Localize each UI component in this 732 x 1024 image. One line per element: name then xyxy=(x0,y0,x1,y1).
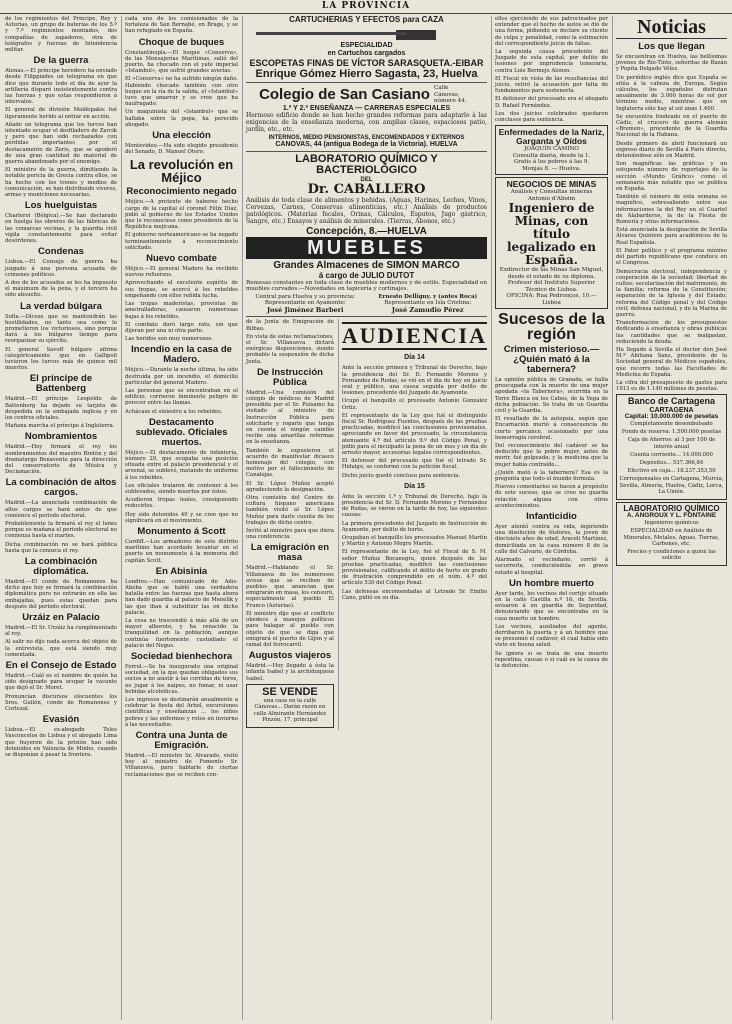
paragraph: Las personas que se encontraban en el edificio, corrieron inminente peligro de perecer entre las llamas. xyxy=(125,387,238,407)
paragraph: Madrid.—La anunciada combinación de altos cargos se hará antes de que comience el periodo electoral. xyxy=(5,500,117,519)
headline: Evasión xyxy=(42,714,80,726)
headline: Choque de buques xyxy=(138,36,225,48)
bank-line: Cuenta corriente... 14.000.000 xyxy=(630,451,713,458)
headline: La combinación de altos cargos. xyxy=(5,477,117,499)
paragraph: Probablemente la firmará el rey el lunes porque es mañana el periodo electoral no comienza hasta el martes. xyxy=(5,520,117,540)
paragraph: La segunda causa procedente del Juzgado de esta capital, por delito de lesiones por imprudencia temeraria, contra Luis Bermejo Alonso. xyxy=(495,49,608,74)
ad-hunting xyxy=(246,16,487,80)
paragraph: Un maquinista del «Istambul» que se hallaba sobre la popa, ha perecido ahogado. xyxy=(125,109,238,128)
se-vende-title: SE VENDE xyxy=(262,685,318,698)
ad-furniture xyxy=(246,261,487,314)
headline: Una elección xyxy=(152,130,211,142)
paragraph: Montevideo.—Ha sido elegido presidente del Senado, D. Manuel Otero. xyxy=(125,143,238,156)
ad-line: Exdirector de las Minas San Miguel, desde el estado de su diploma. xyxy=(499,267,604,280)
ad-hunting-top: CARTUCHERÍAS Y EFECTOS para CAZA xyxy=(289,16,444,24)
paragraph: Sofía.—Dícese que se mantendrán las hostilidades, no tanto sea como lo prometieron los victoriosos, sino porque dará á los búlgaros tiempo para reorganizar su ejército. xyxy=(5,313,117,345)
lab2-owner: A. ANGROUX Y L. FONTAINE xyxy=(626,512,717,520)
lab2-line: Precios y condiciones a quien las solicite xyxy=(627,549,716,562)
ad-line: Profesor del Instituto Superior Técnico de Lisboa. xyxy=(507,280,596,293)
paragraph: Los dos juicios celebrados quedaron conclusos para sentencia. xyxy=(495,110,608,124)
bank-capital: Capital: 10.000.000 de pesetas xyxy=(624,413,719,421)
paragraph: Madrid.—El ministro Sr. Alvarado, visitó hoy al ministro de Fomento Sr. Villanueva, para hablarle de ciertas reclamaciones que se reciben con- xyxy=(125,753,238,778)
headline: Crimen misterioso.—¿Quién mató á la tabernera? xyxy=(503,344,600,376)
lab-body: Análisis de toda clase de alimentos y bebidas. (Aguas, Harinas, Leches, Vinos, Cervezas, Carnes, Conservas alimenticias, etc.) Análisis de productos patológicos. (Materias fecales, Orinas, Cálculos, Esputos, Jugo gástrico, Sangre, etc.) Ensayos y análisis de minerales. (Tierras, Abonos, etc.) xyxy=(246,196,487,225)
paragraph: El representante de la Ley, fué el Fiscal de S. M. señor Muñoz Bocanegra, quien después de las pruebas practicadas, modificó las conclusiones provisionales, calificando el delito de hurto en grado de frustración comprendido en el núm. 4.º del artículo 530 del Código Penal. xyxy=(341,549,487,587)
column-3 xyxy=(242,16,490,1020)
paragraph: Madrid.—Hoy firmará el rey los nombramientos del maestro Bretón y del dramaturgo Benavente para la dirección del conservatorio de Música y Declamación. xyxy=(5,444,117,476)
school-modes: INTERNOS, MEDIO PENSIONISTAS, ENCOMENDADOS Y EXTERNOS xyxy=(268,134,465,141)
headline: De Instrucción Pública xyxy=(256,366,323,388)
ad-hunting-owner: Enrique Gómez Hierro Sagasta, 23, Huelva xyxy=(255,67,478,80)
headline: Incendio en la casa de Madero. xyxy=(131,344,232,366)
paragraph: Pronuncian discursos elocuentes los Sres. Gullón, conde de Romanones y Cortezal. xyxy=(5,693,117,713)
bank-line: Completamente desembolsado xyxy=(630,420,713,427)
headline: Infanticidio xyxy=(526,511,577,523)
ad-line: Consulta diaria, desde la 1. xyxy=(512,152,591,159)
headline: Sucesos de la región xyxy=(498,311,605,344)
agent-right-sub: Representante en Isla Cristina: xyxy=(384,300,472,307)
headline: Los que llegan xyxy=(638,41,705,52)
paragraph: Méjico.—El general Madero ha recibido nuevos refuerzos. xyxy=(125,266,238,279)
paragraph: Aprovechando el excelente espíritu de sus tropas, se acercó á los rebeldes empeñando con ellos reñida lucha. xyxy=(125,280,238,299)
paragraph: El general de división Maldopakis fué ligeramente herido al entrar en acción. xyxy=(5,107,117,120)
headline: Urzáiz en Palacio xyxy=(22,612,100,624)
paragraph: ellos ejerciendo de sus patrocinados por entender que el hecho de autos se dió de una forma, pidiendo se declare su cliente de culpa y penalidad, como la estimación del correspondiente juicio de faltas. xyxy=(495,16,608,47)
headline: Sociedad bienhechora xyxy=(130,651,233,663)
paragraph: Los oficiales trataron de contener á los sublevados, siendo muertos por éstos. xyxy=(125,482,238,495)
column-5 xyxy=(612,16,730,1020)
agent-left-title: Central para Huelva y su provincia: xyxy=(255,294,355,301)
paragraph: Transformación de los presupuestos dedicando á enseñanza y obras públicas las cantidades que se malgastan, reduciendo la deuda. xyxy=(616,320,727,345)
paragraph: Ayer tarde, los vecinos del cortijo situado en la calle Castilla n.º 16, de Sevilla, avisaron á un guardia de Seguridad, denunciando que se encontraba en la casa muerto un hombre. xyxy=(495,590,608,622)
column-4 xyxy=(491,16,611,1020)
ad-school xyxy=(246,85,487,148)
ad-laboratory xyxy=(246,154,487,238)
ad-hunting-brand: ESCOPETAS FINAS DE VÍCTOR SARASQUETA.-EIBAR xyxy=(249,58,484,69)
lab-doctor: Dr. CABALLERO xyxy=(307,181,426,197)
headline: La emigración en masa xyxy=(250,542,329,564)
paragraph: Méjico.—A pretexto de haberse hecho cargo de la capital el coronel Félix Díaz, pidió al gobierno de los Estados Unidos que le reconociese como presidente de la República mejicana. xyxy=(125,199,238,231)
ad-bank xyxy=(616,394,727,500)
headline: La combinación diplomática. xyxy=(24,556,98,577)
paragraph: Se encuentra fondeado en el puerto de Cádiz, el crucero de guerra alemán «Bremen», procedente de la Guardia Nacional de la Habana. xyxy=(616,113,727,139)
paragraph: Cardiff.—Los armadores de este distrito marítimo han acordado levantar en el puerto un monumento á la memoria del capitán Scott. xyxy=(125,538,238,564)
paragraph: Acudieron tropas leales, consiguiendo reducirlos. xyxy=(125,497,238,510)
divider xyxy=(246,316,487,317)
paragraph: La cosa no trascendió á más allá de un mayor alboroto, y ha renacido la tranquilidad en la población, aunque continúa fuertemente custodiado el palacio del Negus. xyxy=(125,618,238,649)
ad-line: OFICINA: Rua Pedrouços, 10.—Lisboa xyxy=(506,293,597,306)
paragraph: Atenas.—El príncipe heredero ha enviado desde Filippiades un telegrama en que dice que durante todo el día de ayer la artillería disparó insistentemente contra las fuerzas y que estas respondieron á intervalos. xyxy=(5,68,117,106)
paragraph: El defensor del procesado que fué el letrado Sr. Hidalgo, se conformó con la petición fiscal. xyxy=(341,458,487,471)
store-body: Remesas constantes en toda clase de muebles modernos y de estilo. Especialidad en muebles curvados.—Novedades en tapicería y cortinajes. xyxy=(246,279,487,293)
shotgun-icon xyxy=(246,24,487,42)
paragraph: Añade un telegrama que los turcos han intentado ocupar el desfiladero de Zarcik y pero que han sido rechazados con pérdidas importantes por el destacamento de Zeris, que se apoderó de una gran cantidad de material de guerra abandonado por el enemigo. xyxy=(5,121,117,166)
paragraph: El ministro de la guerra, dimitiendo la notable pericia de Grecia contra ellos, se ha hecho con los trenes y medios de comunicación, se han distribuido víveres, armas y municiones necesarias. xyxy=(5,167,117,199)
headline: El príncipe de Battenberg xyxy=(29,373,93,395)
paragraph: El «Conserva» no ha sufrido ningún daño. Habiendo chocado también con otro buque en la ría de la salida, el «Istambul» tuvo que amarrar y se cree que ha naufragado. xyxy=(125,76,238,108)
ad-lab2 xyxy=(616,502,727,566)
paragraph: La primera procedente del Juzgado de Instrucción de Ayamonte, por delito de hurto. xyxy=(341,520,487,533)
lab-title: LABORATORIO QUÍMICO Y BACTERIOLÓGICO xyxy=(295,152,438,177)
divider xyxy=(246,151,487,152)
headline: Condenas xyxy=(38,246,84,258)
paragraph: Ayer atentó contra su vida, ingiriendo una disolución de fósforos, la joven de diecisiete años de edad, Araceli Martínez, domiciliada en la casa número 8 de la calle del Calvario, de Córdoba. xyxy=(495,524,608,555)
paragraph: Madrid.—Hoy llegado á ésta la infanta Isabel y la archiduquesa Isabel. xyxy=(246,663,334,682)
paragraph: Madrid.—Hablando el Sr. Villanueva de los numerosos avisos que se reciben de pueblos que anuncian que emigrarán en masa, los censuró, especialmente al pueblo El Franco (Asturias). xyxy=(246,565,334,609)
paragraph: Achácase el siniestro a los rebeldes. xyxy=(125,408,223,415)
lab-del: DEL xyxy=(360,176,373,183)
paragraph: Al salir no dijo nada acerca del objeto de la entrevista, que está siendo muy comentada. xyxy=(5,639,117,658)
column-2 xyxy=(121,16,241,1020)
audiencia-title: AUDIENCIA xyxy=(341,323,487,349)
paragraph: También le expusieron el acuerdo de manifestar dicasco homenaje del colegio, con motivo por el fallecimiento de Canalejas. xyxy=(246,447,334,479)
ad-line: Ingeniero de Minas, con título legalizado en España. xyxy=(507,201,596,268)
ad-line: Gratis á los pobres á las 9. xyxy=(513,159,590,166)
col3-right-audiencia xyxy=(338,319,487,730)
store-owner: á cargo de JULIO DUTOT xyxy=(318,270,415,280)
paragraph: Ocupó el banquillo el procesado Antonio Gonzalez Ortiz. xyxy=(341,398,487,411)
paragraph: Méjico.—Durante la noche última, ha sido destruida por un incendio, el domicilio particular del general Madero. xyxy=(125,367,238,386)
ad-hunting-items: en Cartuchos cargados xyxy=(327,49,406,57)
paragraph: Desde primero de abril funcionará un expreso diario de Sevilla á París directo, deteniéndose sólo en Madrid. xyxy=(616,140,727,160)
paragraph: Madrid.—Cuál es el nombre de quién ha sido designado para ocupar la vacante que dejó el Sr. Moret. xyxy=(5,673,117,692)
paragraph: Ha llegado á Sevilla el doctor don José M.ª Abiliana Sanz, presidente de la Sociedad general de Médicos españoles, que recorre todas las Facultades de Medicina de España. xyxy=(616,346,727,378)
ad-line: Análisis y Consultas mineras xyxy=(510,189,593,196)
paragraph: Lisboa.—El Consejo de guerra ha juzgado á una persona acusada de crímenes políticos. xyxy=(5,259,117,278)
headline: Nombramientos xyxy=(24,431,98,443)
school-street: CANOVAS, 44 (antigua Bodega de la Victoria). HUELVA xyxy=(275,141,458,149)
column-1 xyxy=(2,16,120,1020)
bank-city: CARTAGENA xyxy=(649,406,694,414)
headline: Los huelguistas xyxy=(24,200,98,212)
paragraph: Méjico.—El destacamento de infantería, número 29, que ocupaba una posición situada entre el palacio presidencial y el arsenal, se sublevó, matando de uniforme á los rebeldes. xyxy=(125,449,238,481)
paragraph: Las defensas encomendadas al Letrado Sr. Emilio Cano, pidió en su día. xyxy=(341,588,487,601)
ad-line: Monjas 8. — Huelva. xyxy=(522,165,581,172)
paragraph: Los vecinos, auxiliados del agente, derribaron la puerta y á un hombre que se presumió el cadáver, el cual había sido visto en buena salud. xyxy=(495,623,608,649)
headline: La verdad búlgara xyxy=(20,300,102,312)
lab2-line: Ingenieros químicos xyxy=(644,520,699,527)
paragraph: Las heridos son muy numerosos. xyxy=(125,336,213,343)
paragraph: cada uno de los comisionados de la fortaleza de San Bernabé, en Brage, y se han refugiado en España. xyxy=(125,16,238,35)
headline: Reconocimiento negado xyxy=(126,186,237,198)
agent-left-name: José Jiménez Barberi xyxy=(266,306,344,315)
paragraph: El Fiscal en vista de las resultancias del juicio, retiró la acusación por falta de fundamentos para sostenerla. xyxy=(495,75,608,95)
headline: En Abisinia xyxy=(155,565,208,577)
paragraph: Un periódico inglés dice que España se sitúa á la cabeza de Europa. Según cálculos, los españoles disfrutan anualmente de 3.000 horas de sol por término medio, mientras que en Inglaterra sólo hay al sol unas 1.400. xyxy=(616,74,727,112)
headline: La revolución en Méjico xyxy=(129,157,234,186)
paragraph: El gobierno norteamericano se ha negado terminantemente á reconocimiento solicitado. xyxy=(125,232,238,251)
audiencia-day-1: Día 14 xyxy=(404,354,425,362)
audiencia-day-2: Día 15 xyxy=(404,482,425,490)
paragraph: Se encuentran en Huelva, las bellísimas jóvenes de Río-Tinto, señoritas de Bazán y Pepita Delgado Vélez. xyxy=(616,54,727,73)
paragraph: Madrid.—Una comisión del colegio de médicos de Madrid presidida por el Sr. Pulsamo ha visitado al ministro de Instrucción Pública para solicitarle y rogarle que tenga en cuenta el ningún cambio recibe una amarillas reformas en la enseñanza. xyxy=(246,389,334,446)
lab2-line: ESPECIALIDAD en Análisis de Minerales, Metales, Aguas, Tierras, Carbones, etc. xyxy=(623,528,720,547)
paragraph: Las tropas maderistas, provistas de ametralladoras, causaron numerosas bajas á los rebeldes. xyxy=(125,301,238,320)
paragraph: El resultado de la autopsia, según que Encarnación murió á consecuencia de cierto percance, ocasionado por una hemorragia cerebral. xyxy=(495,416,608,441)
paragraph: Ocupaban el banquillo los procesados Manuel Martín y Martín y Antonio Megro Martín. xyxy=(341,535,487,548)
school-address: Calle Cánovas, número 44. xyxy=(433,85,467,105)
paragraph: Alarmado el vecindario, corrió á socorrerla, conduciéndola en grave estado al hospital. xyxy=(495,557,608,576)
paragraph: Democracia electoral, independencia y cooperación de la sociedad; libertad de cultos; secularización del matrimonio, de la familia; reforma de la Constitución; separación de la Iglesia y del Estado; reforma del Código penal y del Código civil; defensa nacional, y de la Marina de guerra. xyxy=(616,268,727,318)
masthead: LA PROVINCIA xyxy=(0,0,732,14)
paragraph: Madrid.—El conde de Romanones ha dicho que hoy se firmará la combinación diplomática pero no entrarán en ella las embajadas, pues estas quedan para después del periodo electoral. xyxy=(5,579,117,610)
paragraph: En vista de estas reclamaciones, el Sr. Villanueva dictará enérgicas disposiciones, siendo probable la suspensión de dicha Junta. xyxy=(246,333,334,365)
ad-line: JOAQUÍN CAMINO xyxy=(524,146,579,153)
paragraph: Constantinopla.—El buque «Conserva», de las Mensajerías Marítimas, salió del puerto, ha chocado con el yate imperial «Istambul», que sufrió grandes averías. xyxy=(125,49,238,75)
paragraph: Ferrol.—Se ha inaugurado una original sociedad, en la que quedan obligados sus socios a no asistir á las corridas de toros, no jugar á los naipes, no fumar, ni usar bebidas alcohólicas. xyxy=(125,664,238,695)
agent-left-sub: Representante en Ayamonte: xyxy=(264,300,346,307)
col3-left-news xyxy=(246,319,334,730)
paragraph: El general Savoff búlgaro afirma categóricamente que en Gallipoli tuvieron los turcos más de quince mil muertos. xyxy=(5,346,117,372)
school-levels: 1.ª Y 2.ª ENSEÑANZA — CARRERAS ESPECIALES xyxy=(282,104,451,112)
headline: Monumento á Scott xyxy=(137,525,226,537)
bank-line: Fondo de reserva: 1.500.000 pesetas xyxy=(621,429,722,436)
bank-line: Efectivo en caja... 18.237.353,50 xyxy=(627,468,716,475)
paragraph: Se ignora si se trata de una muerte repentina, causas o si cuál es la causa de la defunción. xyxy=(495,650,608,669)
paragraph: El ministro dijo que el conflicto obedece á manejos políticos para halagar al pueblo con objeto de que se diga que emigrará el puerto de Gijón y al ramal del ferrocarril. xyxy=(246,610,334,648)
paragraph: El Pater político y el programa mínimo del partido republicano que conduce en el Congreso. xyxy=(616,247,727,267)
lab2-title: LABORATORIO QUÍMICO xyxy=(623,503,720,513)
paragraph: Madrid.—El Sr. Urzáiz ha cumplimentado al rey. xyxy=(5,625,117,638)
paragraph: Charleroi (Bélgica).—Se han declarado en huelga los obreros de las fábricas de las comarcas vecinas, y la guardia civil vigila constantemente para evitar desórdenes. xyxy=(5,213,117,245)
paragraph: ¿Quién mató á la tabernera? Esa es la pregunta que todo el mundo formula. xyxy=(495,469,608,483)
ad-se-vende xyxy=(246,684,334,728)
headline: Contra una Junta de Emigración. xyxy=(135,730,228,752)
ad-hunting-specialty: ESPECIALIDAD xyxy=(340,42,393,50)
paragraph: Ante la sección primera y Tribunal de Derecho, bajo la presidencia del Sr. D. Fernando Moreno y Fernández de Rodas, se vió en el día de hoy en juicio oral y público, una causa seguida por delito de lesiones, procedente del Juzgado de Ayamonte. xyxy=(341,365,487,397)
paragraph: Ante la sección 1.ª y Tribunal de Derecho, bajo la presidencia del Sr. D. Fernando Moreno y Fernández de Rodas, se vieron en la tarde de hoy, las siguientes causas: xyxy=(341,493,487,519)
school-body: Hermoso edificio donde se han hecho grandes reformas para adaptarlo á las exigencias de la enseñanza moderna, con amplias clases, espaciosos patio, jardín, etc., etc. xyxy=(246,111,487,133)
bank-name: Banco de Cartagena xyxy=(627,396,716,407)
paragraph: Dicho juicio quedó concluso para sentencia. xyxy=(341,472,461,479)
paragraph: Lisboa.—El ex-abogado Teles Vasconcelos de Lisboa y el abogado Lima que huyeron de la prisión han sido detenidos en Valencia de Minho, cuando se disponían á pasar la frontera. xyxy=(5,727,117,759)
paragraph: El Sr. López Muñoz aceptó agradeciendo la designación. xyxy=(246,480,334,493)
bank-line: Depósitos... 537.366,84 xyxy=(639,459,704,466)
ad-box xyxy=(495,125,608,175)
paragraph: También el número de esta semana es magnífico, sobresaliendo entre sus informaciones la del Rey en el Cuartel de Alabarderos, la de la Fiesta de Romería y otras informaciones. xyxy=(616,194,727,226)
headline: De la guerra xyxy=(33,55,89,67)
paragraph: de los regimientos del Príncipe, Rey y Asturias, un grupo de baterías de los 5.º y 7.º regimientos montados, dos compañías de zapadores, otra de telégrafos y fuerzas de Intendencia militar. xyxy=(5,16,117,54)
bank-line: Corresponsales en Cartagena, Murcia, Sevilla, Almería, Huelva, Cádiz, Lorca, La Unión. xyxy=(619,476,724,495)
school-name: Colegio de San Casiano xyxy=(259,85,430,103)
bank-line: Caja de Ahorros: al 3 por 100 de interés anual xyxy=(627,437,716,450)
muebles-banner: MUEBLES xyxy=(246,237,487,259)
paragraph: El combate duró largo rato, sin que dijeran por una ni otra parte. xyxy=(125,321,238,334)
paragraph: Londres.—Han comunicado de Adis-Abeba que se habló una verdadera batalla entre las fuerzas que hasta ahora han dado guardia al palacio de Menelik y las que iban á substituir las en dicho palacio. xyxy=(125,578,238,616)
divider xyxy=(246,82,487,83)
paragraph: El representante de la Ley que fué el distinguido fiscal Sr. Rodríguez Fuentes, después de las pruebas practicadas, modificó las conclusiones provisionales, apreciando en favor del procesado, la circunstancia atenuante 4.ª del artículo 9.º del Código Penal, y pidió para el inculpado la pena de un mes y un día de arresto mayor, accesorias legales correspondientes. xyxy=(341,412,487,457)
paragraph: de la Junta de Emigración de Bilbao. xyxy=(246,319,334,332)
paragraph: Invitó al ministro para que diera una conferencia. xyxy=(246,528,334,541)
ad-heading: Enfermedades de la Nariz, Garganta y Oídos xyxy=(498,127,605,147)
paragraph: Mañana marcha el príncipe á Inglaterra. xyxy=(5,423,115,430)
se-vende-body: una casa en la calle Cánovas... Darán razón en calle Almirante Hernández Pinzón, 17, principal xyxy=(253,698,327,723)
headline: Augustos viajeros xyxy=(248,650,332,662)
headline: Un hombre muerto xyxy=(509,577,594,589)
ad-box xyxy=(495,177,608,309)
agent-right-title: Ernesto Delligny, y (antes Roca) xyxy=(378,294,478,301)
paragraph: Dicha combinación no se hará pública hasta que la conozca el rey. xyxy=(5,541,117,554)
noticias-title: Noticias xyxy=(616,16,727,39)
paragraph: La opinión pública de Granada, se halla preocupada con la muerte de una mujer apodada «la Tabernera», ocurrida en la Torre Blanca en los Cabos, de la Vega de dicha población. Se trata de un Guardia civil y la Guardia. xyxy=(495,377,608,415)
headline: En el Consejo de Estado xyxy=(5,660,117,672)
paragraph: Hoy sido detenidos 40 y se cree que no significará en el movimiento. xyxy=(125,511,238,524)
agent-right-name: José Zamudio Pérez xyxy=(391,306,464,315)
paragraph: Otra comisión del Centro de cultura hispano americana también visitó al Sr. López Muñoz para darle cuenta de los trabajos de dicho centro. xyxy=(246,495,334,526)
store-name: Grandes Almacenes de SIMON MARCO xyxy=(273,260,460,272)
paragraph: Del reconocimiento del cadáver se ha deducido que la pobre mujer, antes de morir, fué golpeada; y la medicina que la mujer había contraído... xyxy=(495,443,608,468)
paragraph: A dos de los acusados se les ha impuesto el máximum de la pena, y el tercero ha sido absuelto. xyxy=(5,279,117,299)
paragraph: La cifra del presupuesto de gastos para 1913 es de 1.140 millones de pesetas. xyxy=(616,379,727,393)
paragraph: Los ingresos se destinarán anualmente a celebrar la fiesta del Árbol, excursiones científicas y enseñanzas ... los niños pobres y las enfermos y rotos en invierno á las necesitados. xyxy=(125,697,238,728)
paragraph: Son magníficas las gráficas y un estupendo número de reportajes de la sección «Mundo Gráfico» como el semanario más notable que se publica en España. xyxy=(616,161,727,193)
paragraph: Madrid.—El príncipe Leopoldo de Battenberg ha dejado su tarjeta de despedida en la embajada inglesa y en los centros oficiales. xyxy=(5,396,117,421)
ad-line: Antonio d'Aboim xyxy=(528,195,575,202)
paragraph: Está anunciada la designación de Sevilla Álvarez Quintero para académicos de la Real Española. xyxy=(616,227,727,246)
paragraph: Nuevos comentarios se hacen a propósito de este suceso, que se cree no guarda relación alguna con otros acontecimientos. xyxy=(495,484,608,509)
headline: Nuevo combate xyxy=(146,253,217,265)
paragraph: El defensor del procesado era el abogado D. Rafael Fernández. xyxy=(495,96,608,109)
ad-heading: NEGOCIOS DE MINAS xyxy=(506,179,597,190)
lab-address: Concepción, 8.—HUELVA xyxy=(306,225,427,237)
headline: Destacamento sublevado. Oficiales muertos. xyxy=(135,416,228,448)
